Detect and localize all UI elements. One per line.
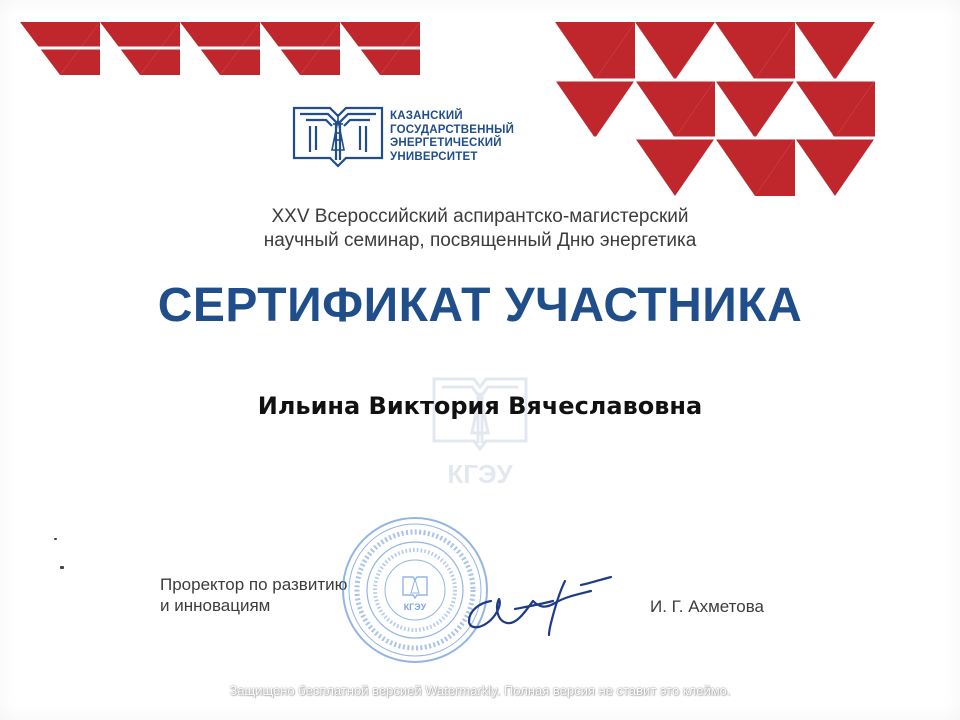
decorative-triangle xyxy=(635,138,715,196)
seminar-line-2: научный семинар, посвященный Дню энергетика xyxy=(263,230,697,251)
decorative-triangle xyxy=(715,80,795,138)
seminar-description xyxy=(180,205,780,253)
scan-speck xyxy=(60,566,64,569)
watermark-logo xyxy=(420,365,540,495)
kgeu-book-tower-icon xyxy=(290,100,386,175)
decorative-triangle xyxy=(555,80,635,138)
university-name-line: УНИВЕРСИТЕТ xyxy=(390,150,478,163)
signatory-name: И. Г. Ахметова xyxy=(650,597,765,616)
scan-speck xyxy=(54,538,57,540)
recipient-name: Ильина Виктория Вячеславовна xyxy=(257,392,703,420)
footer-watermark-text: Защищено бесплатной версией Watermarkly. Полная версия не ставит это клеймо. xyxy=(229,683,731,698)
signatory-position-line-1: Проректор по развитию xyxy=(160,575,348,594)
stamp-center-text: КГЭУ xyxy=(403,602,427,612)
watermark-logo-text: КГЭУ xyxy=(447,459,513,489)
university-name-line: КАЗАНСКИЙ xyxy=(390,110,463,122)
university-name-line: ГОСУДАРСТВЕННЫЙ xyxy=(390,123,515,136)
university-name-line: ЭНЕРГЕТИЧЕСКИЙ xyxy=(390,137,502,149)
seminar-line-1: XXV Всероссийский аспирантско-магистерский xyxy=(271,206,689,227)
handwritten-signature xyxy=(455,565,625,645)
signatory-position xyxy=(160,574,347,616)
decorative-triangle xyxy=(795,22,875,80)
university-name xyxy=(390,110,514,164)
university-logo xyxy=(290,100,530,175)
decorative-triangle xyxy=(635,22,715,80)
decorative-triangle xyxy=(795,138,875,196)
signatory-position-line-2: и инновациям xyxy=(160,596,271,615)
certificate-title: СЕРТИФИКАТ УЧАСТНИКА xyxy=(157,279,803,332)
